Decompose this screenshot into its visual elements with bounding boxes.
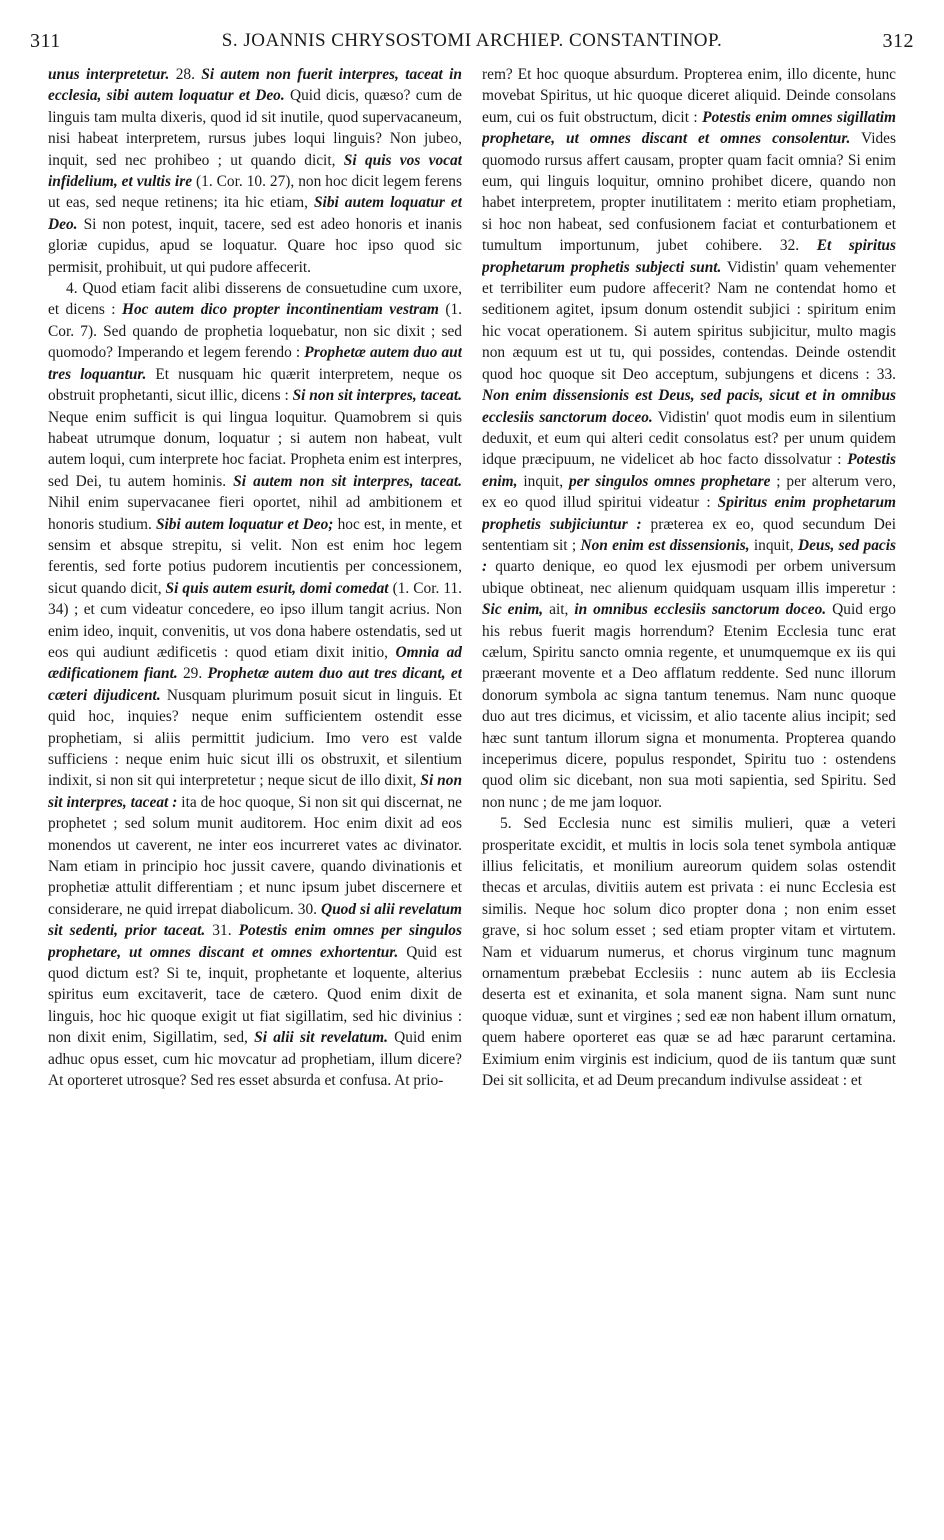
text-run: præterea ex eo, quod secundum Dei sententiam sit ; (482, 515, 896, 554)
italic-citation: Sibi autem loquatur et Deo. (48, 194, 462, 233)
italic-citation: Quod si alii revelatum sit sedenti, prior taceat. (48, 900, 462, 940)
text-run: ; per alterum vero, ex eo quod illud spiritui videatur : (482, 472, 896, 512)
text-run: Quid est quod dictum est? Si te, inquit, prophetante et loquente, alterius spiritus eum excitaverit, tace de cætero. Quod enim dixit de linguis, hoc hic quoque exigit ut fiat sigillatim, sed hic divinius : non dixit enim, Sigillatim, sed, (48, 943, 462, 1047)
italic-citation: Si quis autem esurit, domi comedat (165, 579, 389, 597)
italic-citation: Si non sit interpres, taceat. (292, 387, 462, 405)
text-run: Nusquam plurimum posuit sicut in linguis. Et quid hoc, inquies? neque enim sufficientem ostendit esse prophetiam, si aliis permittit judicium. Imo vero est valde sufficiens : neque enim huic sicut illi os obstruxit, et silentium indixit, si non sit qui interpretetur ; neque sicut de illo dixit, (48, 686, 462, 790)
italic-citation: Deus, sed pacis : (482, 536, 896, 576)
text-run: quarto denique, eo quod lex ejusmodi per orbem universum ubique obtineat, nec alienum quidquam usquam illis imperetur : (482, 558, 896, 597)
italic-citation: Si non sit interpres, taceat : (48, 772, 462, 811)
italic-citation: Non enim dissensionis est Deus, sed pacis, sicut et in omnibus ecclesiis sanctorum doceo. (482, 387, 896, 426)
text-run: inquit, (749, 536, 798, 554)
italic-citation: unus interpretetur. (48, 66, 170, 83)
text-run: (1. Cor. 7). Sed quando de prophetia loquebatur, non sic dixit ; sed quomodo? Imperando et legem ferendo : (48, 301, 462, 362)
paragraph (482, 64, 896, 813)
italic-citation: Potestis enim omnes sigillatim prophetare, ut omnes discant et omnes consolentur. (482, 108, 896, 148)
text-run: rem? Et hoc quoque absurdum. Propterea enim, illo dicente, hunc movebat Spiritus, ut hic quoque diceret aliquid. Deinde consolans eum, cui os fuit obstructum, dicit : (482, 66, 896, 126)
text-run: Neque enim sufficit is qui lingua loquitur. Quamobrem si quis habeat utrumque donum, loquatur ; si autem non habeat, vult autem loqui, cum interprete hoc faciat. Propheta enim est interpres, sed Dei, tu autem hominis. (48, 408, 462, 490)
italic-citation: Si autem non sit interpres, taceat. (233, 472, 462, 490)
text-run: ait, (543, 601, 575, 619)
text-run: 29. (177, 665, 208, 683)
italic-citation: Prophetæ autem duo aut tres dicant, et cæteri dijudicent. (48, 665, 462, 704)
italic-citation: Prophetæ autem duo aut tres loquantur. (48, 344, 462, 383)
italic-citation: Si autem non fuerit interpres, taceat in ecclesia, sibi autem loquatur et Deo. (48, 66, 462, 105)
text-run: Quid dicis, quæso? cum de linguis tam multa dixeris, quod id sit inutile, quod supervacaneum, nisi habeat interpretem, rursus jubes loqui linguis? Non jubeo, inquit, sed nec prohibeo ; ut quando dicit, (48, 87, 462, 169)
paragraph (48, 278, 462, 1091)
text-run: (1. Cor. 11. 34) ; et cum videatur concedere, eo ipso illum tangit acrius. Non enim ideo, inquit, convenitis, ut vos dona habere ostendatis, sed ut eos qui audiunt ædificetis : quod etiam dixit initio, (48, 579, 462, 661)
italic-citation: Omnia ad ædificationem fiant. (48, 643, 462, 683)
text-run: Si non potest, inquit, tacere, sed est adeo honoris et inanis gloriæ cupidus, apud se loquatur. Quare hoc ipso quod sic permisit, prohibuit, ut qui pudore affecerit. (48, 215, 462, 276)
text-run: Vidistin' quot modis eum in silentium deduxit, et eum qui alteri cedit consolatus est? per unum quidem idque præcipuum, ne videlicet ab hoc facto dissolvatur : (482, 408, 896, 469)
italic-citation: Potestis enim, (482, 451, 896, 490)
italic-citation: Potestis enim omnes per singulos prophetare, ut omnes discant et omnes exhortentur. (48, 922, 462, 961)
italic-citation: Hoc autem dico propter incontinentiam vestram (122, 301, 439, 319)
page-number-right: 312 (882, 30, 914, 52)
text-run: ita de hoc quoque, Si non sit qui discernat, ne prophetet ; sed solum munit auditorem. Hoc enim dixit ad eos monendos ut caverent, ne inter eos incurreret vates ac divinator. Nam etiam in principio hoc jussit cavere, quando divinationis et prophetiæ attulit differentiam ; et nunc ipsum jubet discernere et considerare, ne quid irrepat diabolicum. 30. (48, 793, 462, 918)
italic-citation: Spiritus enim prophetarum prophetis subjiciuntur : (482, 494, 896, 533)
running-header (30, 30, 914, 60)
right-column (482, 64, 896, 1526)
text-run: 28. (169, 66, 202, 83)
text-run: Vides quomodo rursus affert causam, propter quam facit omnia? Si enim eum, qui linguis loquitur, omnino prohibet dicere, quando non habet interpretem, propter inutilitatem : merito etiam prophetiam, si hoc non habeat, sed confusionem faciat et conturbationem et tumultum importunum, jubet cohibere. 32. (482, 130, 896, 255)
text-run: Quid ergo his rebus fuerit magis horrendum? Etenim Ecclesia tunc erat cælum, Spiritu sancto omnia regente, et unumquemque ex iis qui præerant movente et a Deo afflatum reddente. Sed nunc illorum donorum symbola ac signa tantum tenemus. Nam nunc quoque duo aut tres dicimus, et vicissim, et alio tacente alius incipit; sed hæc sunt tantum illorum signa et monumenta. Propterea quando inceperimus dicere, populus respondet, Spiritu tuo : ostendens quod olim sic dicebant, non sua moti sapientia, sed Spiritu. Sed non nunc ; de me jam loquor. (482, 601, 896, 811)
text-run: Et nusquam hic quærit interpretem, neque os obstruit prophetanti, sicut illic, dicens : (48, 365, 462, 405)
text-run: (1. Cor. 10. 27), non hoc dicit legem ferens ut eas, sed neque retinens; ita hic etiam, (48, 173, 462, 212)
text-run: 31. (205, 922, 239, 940)
italic-citation: Non enim est dissensionis, (580, 536, 750, 554)
text-run: Vidistin' quam vehementer et terribiliter eum pudore affecerit? Nam ne contendat homo et seditionem agitet, ipsum donum ostendit subjici : spiritum enim hic vocat operationem. Si autem spiritus subjicitur, multo magis non æquum est ut tu, qui possides, contendas. Deinde ostendit quod hoc quoque sit Deo acceptum, subjungens et dicens : 33. (482, 258, 896, 383)
text-run: Nihil enim supervacanee fieri oportet, nihil ad ambitionem et honoris studium. (48, 494, 462, 533)
italic-citation: Si quis vos vocat infidelium, et vultis ire (48, 151, 462, 191)
page-number-left: 311 (30, 30, 61, 52)
text-run: hoc est, in mente, et sensim et absque strepitu, si velit. Non est enim hoc legem ferentis, sed forte potius pudorem incutientis per concessionem, sicut quando dicit, (48, 515, 462, 597)
italic-citation: per singulos omnes prophetare (568, 472, 771, 490)
italic-citation: in omnibus ecclesiis sanctorum doceo. (574, 601, 827, 619)
text-run: inquit, (517, 472, 569, 490)
italic-citation: Sibi autem loquatur et Deo; (155, 515, 334, 533)
text-run: Quid enim adhuc opus esset, cum hic movcatur ad prophetiam, illum dicere? At oporteret utrosque? Sed res esset absurda et confusa. At prio- (48, 1029, 462, 1090)
italic-citation: Sic enim, (482, 601, 544, 619)
paragraph (48, 64, 462, 278)
text-run: 5. Sed Ecclesia nunc est similis mulieri, quæ a veteri prosperitate excidit, et multis in locis sola tenet symbola antiquæ illius felicitatis, et monilium aureorum quidem solas ostendit thecas et arculas, divitiis autem est privata : ei nunc Ecclesia est similis. Neque hoc solum dico propter dona ; non enim esset grave, si hoc solum esset ; sed etiam propter vitam et virtutem. Nam et viduarum numerus, et chorus virginum tunc magnum ornamentum præbebat Ecclesiis : nunc autem ab iis Ecclesia deserta est et exinanita, et sola manent signa. Nam sunt nunc quoque viduæ, sunt et virgines ; sed eæ non habent illum ornatum, quem habere oporteret eas quæ se ad hæc pararunt certamina. Eximium enim virginis est indicium, quod de iis tantum quæ sunt Dei sit sollicita, et ad Deum precandum indivulse assideat : et (482, 815, 896, 1090)
paragraph (482, 813, 896, 1091)
italic-citation: Et spiritus prophetarum prophetis subjecti sunt. (482, 237, 896, 276)
text-run: 4. Quod etiam facit alibi disserens de consuetudine cum uxore, et dicens : (48, 280, 462, 319)
running-title: S. JOANNIS CHRYSOSTOMI ARCHIEP. CONSTANTINOP. (221, 30, 723, 51)
italic-citation: Si alii sit revelatum. (254, 1029, 388, 1047)
left-column (48, 64, 462, 1526)
